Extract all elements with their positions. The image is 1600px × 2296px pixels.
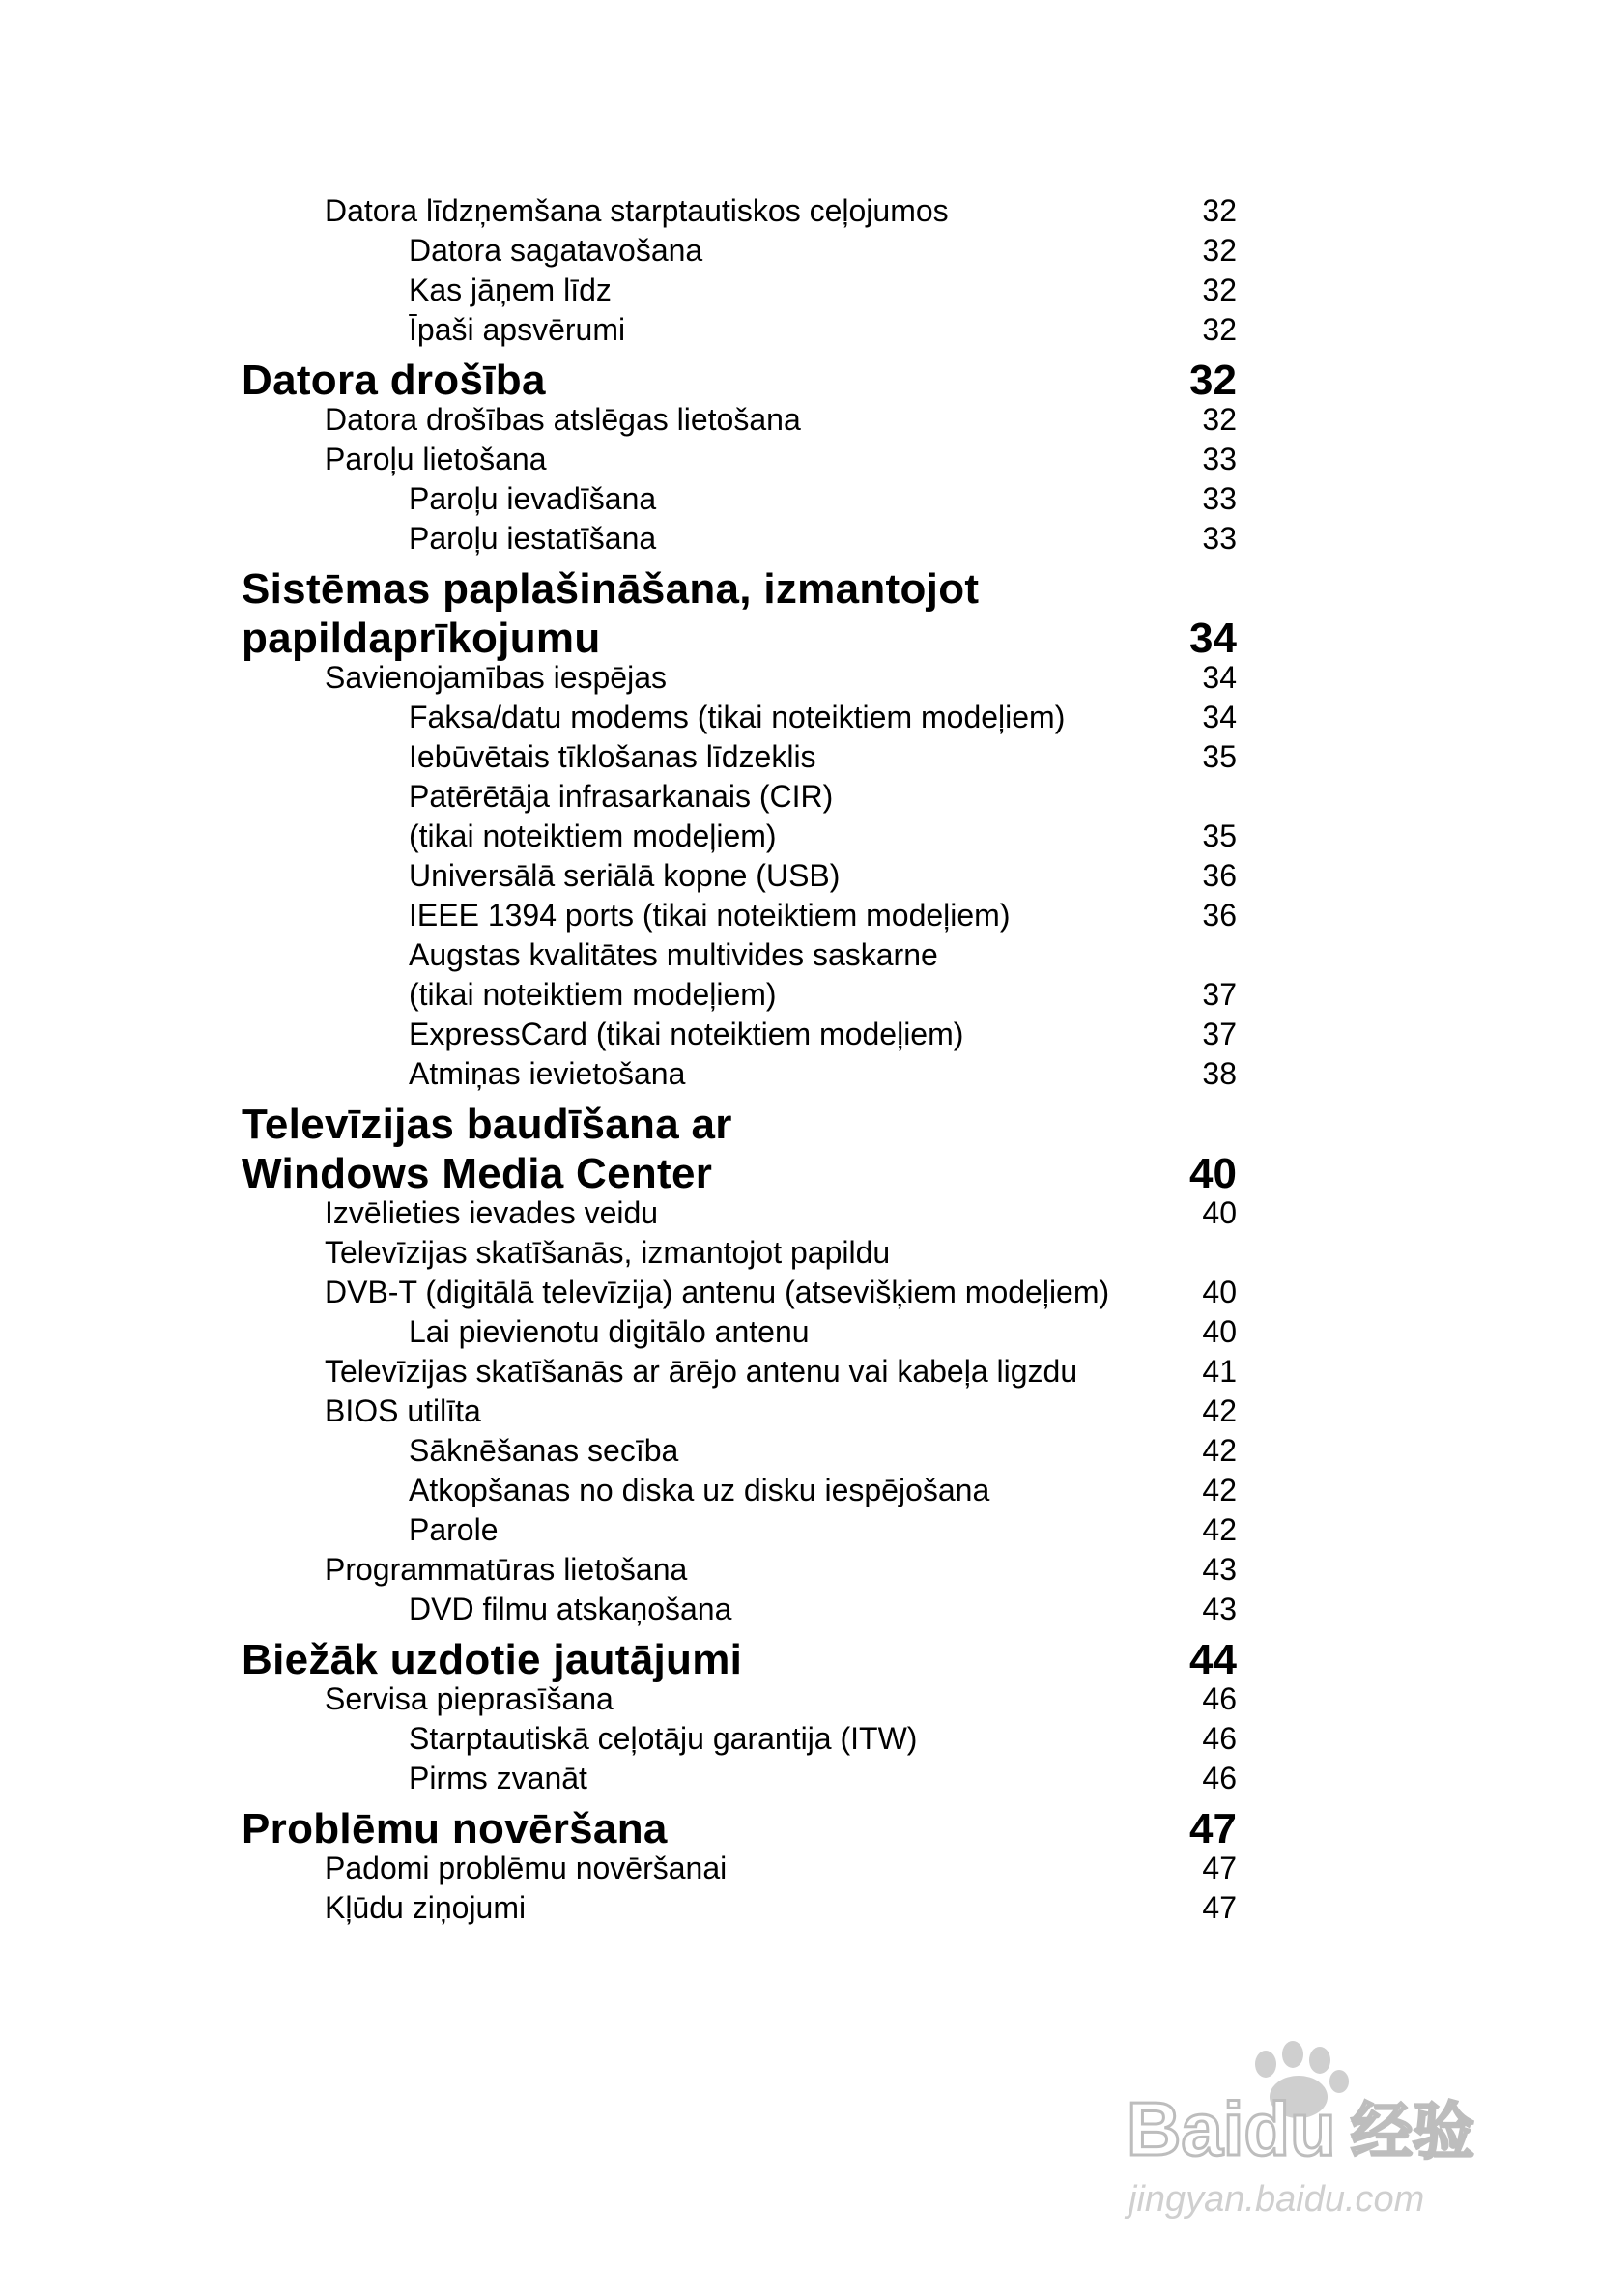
toc-entry-page: 32 <box>1202 312 1237 347</box>
toc-entry[interactable] <box>242 779 1237 816</box>
toc-entry[interactable] <box>242 977 1237 1014</box>
toc-entry-title: Biežāk uzdotie jautājumi <box>242 1636 743 1683</box>
toc-entry-page: 40 <box>1202 1275 1237 1309</box>
toc-entry[interactable] <box>242 565 1237 614</box>
watermark-url: jingyan.baidu.com <box>1129 2179 1425 2220</box>
toc-entry[interactable] <box>242 273 1237 309</box>
toc-entry-page: 42 <box>1202 1512 1237 1547</box>
toc-entry[interactable] <box>242 1681 1237 1718</box>
toc-entry[interactable] <box>242 402 1237 439</box>
toc-entry-title: (tikai noteiktiem modeļiem) <box>409 818 777 853</box>
toc-entry-title: Kļūdu ziņojumi <box>325 1890 527 1925</box>
toc-entry-page: 35 <box>1202 818 1237 853</box>
toc-entry-title: DVD filmu atskaņošana <box>409 1592 732 1626</box>
toc-entry-title: Datora drošības atslēgas lietošana <box>325 402 801 437</box>
toc-entry[interactable] <box>242 1150 1237 1198</box>
toc-entry-title: Paroļu ievadīšana <box>409 481 657 516</box>
toc-entry-page: 46 <box>1202 1681 1237 1716</box>
toc-entry-title: Starptautiskā ceļotāju garantija (ITW) <box>409 1721 918 1756</box>
toc-entry-title: Iebūvētais tīklošanas līdzeklis <box>409 739 816 774</box>
toc-entry[interactable] <box>242 1017 1237 1053</box>
toc-entry[interactable] <box>242 1314 1237 1351</box>
watermark-brand: Baidu <box>1127 2086 1336 2171</box>
toc-entry-title: Paroļu iestatīšana <box>409 521 657 556</box>
toc-entry-page: 47 <box>1202 1890 1237 1925</box>
toc-entry-page: 33 <box>1202 521 1237 556</box>
toc-entry-title: Parole <box>409 1512 499 1547</box>
toc-entry-page: 32 <box>1202 402 1237 437</box>
toc-entry-page: 32 <box>1202 193 1237 228</box>
toc-entry-page: 34 <box>1202 660 1237 695</box>
toc-entry-title: papildaprīkojumu <box>242 615 601 662</box>
toc-entry[interactable] <box>242 615 1237 663</box>
toc-entry-page: 44 <box>1189 1636 1237 1683</box>
toc-entry-title: Lai pievienotu digitālo antenu <box>409 1314 810 1349</box>
toc-entry[interactable] <box>242 357 1237 405</box>
toc-entry-title: Problēmu novēršana <box>242 1805 668 1852</box>
toc-entry[interactable] <box>242 1721 1237 1758</box>
toc-entry[interactable] <box>242 1101 1237 1149</box>
toc-entry-page: 40 <box>1189 1150 1237 1197</box>
toc-entry-title: Datora drošība <box>242 357 546 404</box>
toc-entry-title: Padomi problēmu novēršanai <box>325 1851 728 1885</box>
toc-entry-page: 35 <box>1202 739 1237 774</box>
toc-entry[interactable] <box>242 660 1237 697</box>
toc-entry[interactable] <box>242 858 1237 895</box>
toc-entry-page: 42 <box>1202 1433 1237 1468</box>
toc-entry-page: 41 <box>1202 1354 1237 1389</box>
toc-entry-page: 32 <box>1202 273 1237 307</box>
toc-entry-title: Savienojamības iespējas <box>325 660 667 695</box>
toc-entry-page: 42 <box>1202 1473 1237 1507</box>
toc-entry-title: Atmiņas ievietošana <box>409 1056 686 1091</box>
toc-entry-title: (tikai noteiktiem modeļiem) <box>409 977 777 1012</box>
toc-entry[interactable] <box>242 1473 1237 1509</box>
toc-entry-title: Datora sagatavošana <box>409 233 703 268</box>
toc-entry-title: Servisa pieprasīšana <box>325 1681 614 1716</box>
toc-entry-page: 36 <box>1202 858 1237 893</box>
toc-entry-page: 34 <box>1202 700 1237 734</box>
toc-entry[interactable] <box>242 1195 1237 1232</box>
toc-entry-title: Sāknēšanas secība <box>409 1433 679 1468</box>
toc-entry-title: Universālā seriālā kopne (USB) <box>409 858 841 893</box>
toc-entry-page: 40 <box>1202 1195 1237 1230</box>
toc-entry-page: 36 <box>1202 898 1237 933</box>
toc-entry-title: Paroļu lietošana <box>325 442 547 476</box>
toc-entry-title: Izvēlieties ievades veidu <box>325 1195 659 1230</box>
toc-entry[interactable] <box>242 312 1237 349</box>
toc-entry[interactable] <box>242 818 1237 855</box>
toc-entry-page: 33 <box>1202 442 1237 476</box>
toc-entry-title: Programmatūras lietošana <box>325 1552 688 1587</box>
toc-entry[interactable] <box>242 1512 1237 1549</box>
toc-entry-title: Patērētāja infrasarkanais (CIR) <box>409 779 834 814</box>
toc-entry-page: 46 <box>1202 1761 1237 1795</box>
toc-entry-title: IEEE 1394 ports (tikai noteiktiem modeļiem) <box>409 898 1011 933</box>
toc-entry-page: 47 <box>1189 1805 1237 1852</box>
toc-entry-page: 37 <box>1202 1017 1237 1051</box>
watermark-logo <box>1121 2037 1507 2230</box>
toc-entry-page: 42 <box>1202 1393 1237 1428</box>
toc-entry[interactable] <box>242 1433 1237 1470</box>
toc-entry-page: 33 <box>1202 481 1237 516</box>
toc-entry-title: Augstas kvalitātes multivides saskarne <box>409 937 938 972</box>
toc-entry[interactable] <box>242 937 1237 974</box>
toc-entry-page: 32 <box>1189 357 1237 404</box>
toc-entry[interactable] <box>242 1056 1237 1093</box>
toc-entry-title: Windows Media Center <box>242 1150 713 1197</box>
toc-entry[interactable] <box>242 1393 1237 1430</box>
toc-entry-page: 43 <box>1202 1592 1237 1626</box>
toc-entry-page: 34 <box>1189 615 1237 662</box>
toc-entry[interactable] <box>242 1890 1237 1927</box>
toc-entry[interactable] <box>242 1354 1237 1391</box>
toc-entry[interactable] <box>242 1636 1237 1684</box>
toc-entry-title: DVB-T (digitālā televīzija) antenu (atsevišķiem modeļiem) <box>325 1275 1110 1309</box>
toc-entry[interactable] <box>242 481 1237 518</box>
toc-entry[interactable] <box>242 1761 1237 1797</box>
toc-entry-title: Īpaši apsvērumi <box>409 312 626 347</box>
watermark-subtitle: 经验 <box>1351 2097 1474 2167</box>
toc-entry[interactable] <box>242 898 1237 934</box>
toc-entry[interactable] <box>242 233 1237 270</box>
toc-entry[interactable] <box>242 739 1237 776</box>
toc-entry-title: ExpressCard (tikai noteiktiem modeļiem) <box>409 1017 964 1051</box>
toc-entry[interactable] <box>242 1851 1237 1887</box>
toc-entry-page: 43 <box>1202 1552 1237 1587</box>
toc-entry-title: Televīzijas baudīšana ar <box>242 1101 732 1148</box>
toc-entry-title: Televīzijas skatīšanās ar ārējo antenu vai kabeļa ligzdu <box>325 1354 1078 1389</box>
toc-entry-title: Faksa/datu modems (tikai noteiktiem modeļiem) <box>409 700 1066 734</box>
toc-entry-title: BIOS utilīta <box>325 1393 481 1428</box>
toc-entry-page: 46 <box>1202 1721 1237 1756</box>
toc-entry-page: 47 <box>1202 1851 1237 1885</box>
toc-entry-title: Sistēmas paplašināšana, izmantojot <box>242 565 980 613</box>
toc-entry-title: Atkopšanas no diska uz disku iespējošana <box>409 1473 990 1507</box>
toc-entry[interactable] <box>242 1552 1237 1589</box>
toc-entry-page: 38 <box>1202 1056 1237 1091</box>
toc-entry-title: Datora līdzņemšana starptautiskos ceļojumos <box>325 193 949 228</box>
toc-entry[interactable] <box>242 1235 1237 1272</box>
toc-entry[interactable] <box>242 1805 1237 1853</box>
toc-entry[interactable] <box>242 1275 1237 1311</box>
toc-entry-page: 37 <box>1202 977 1237 1012</box>
toc-entry-title: Kas jāņem līdz <box>409 273 612 307</box>
toc-entry[interactable] <box>242 521 1237 558</box>
toc-entry-page: 32 <box>1202 233 1237 268</box>
toc-entry-title: Televīzijas skatīšanās, izmantojot papildu <box>325 1235 891 1270</box>
toc-entry[interactable] <box>242 193 1237 230</box>
toc-entry-page: 40 <box>1202 1314 1237 1349</box>
toc-entry[interactable] <box>242 1592 1237 1628</box>
toc-entry[interactable] <box>242 700 1237 736</box>
toc-entry-title: Pirms zvanāt <box>409 1761 587 1795</box>
toc-entry[interactable] <box>242 442 1237 478</box>
